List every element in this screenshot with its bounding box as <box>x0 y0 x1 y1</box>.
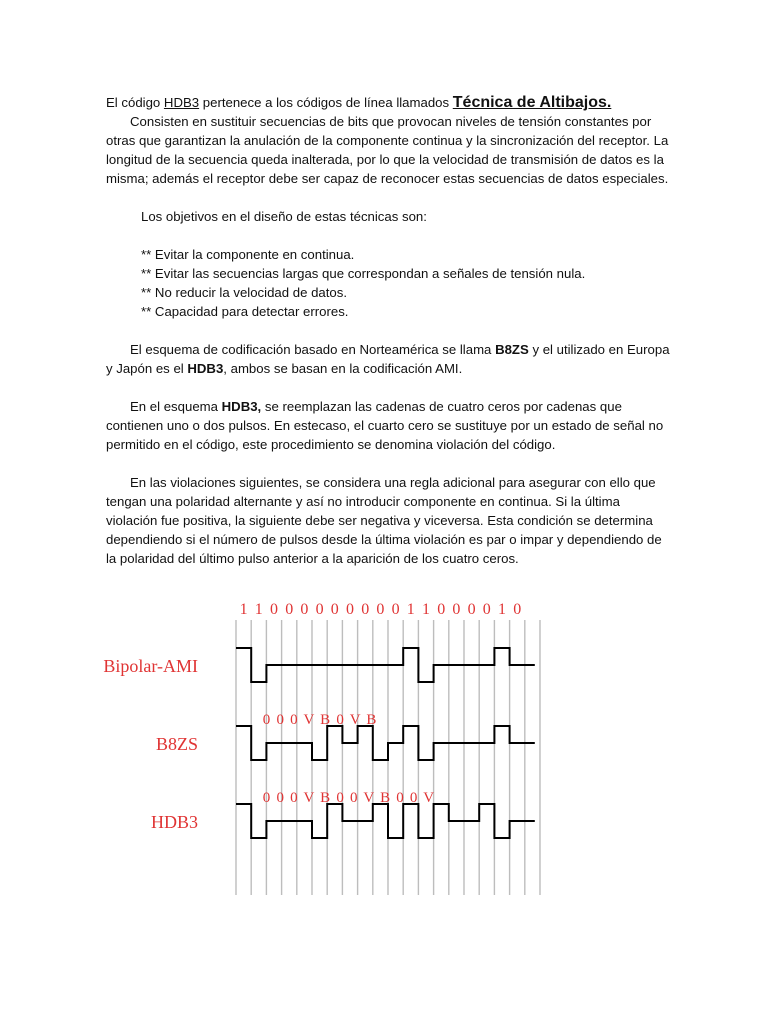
bit-label: 0 <box>513 601 522 618</box>
violation-annotation: 0 0 0 V B 0 0 V B 0 0 V <box>262 790 436 806</box>
bit-label: 1 <box>406 601 415 618</box>
bit-label: 0 <box>315 601 324 618</box>
bit-label: 1 <box>498 601 506 618</box>
p3-text: se reemplazan las cadenas de cuatro ceros por cadenas que contienen uno o dos pulsos. En estecaso, el cuarto cero se sustituye por un estado de señal no permitido en el código, este procedimiento se denomina violación del código. <box>106 399 664 452</box>
p3-hdb3: HDB3, <box>221 399 262 414</box>
intro-prefix: El código <box>106 95 164 110</box>
bit-label: 1 <box>422 601 430 618</box>
bit-label: 0 <box>437 601 446 618</box>
signal-waveform <box>236 648 535 682</box>
bit-label: 0 <box>467 601 476 618</box>
p2-b8zs: B8ZS <box>495 342 529 357</box>
objectives-heading: Los objetivos en el diseño de estas técnicas son: <box>141 209 427 224</box>
objective-item: ** Evitar la componente en continua. <box>141 247 355 262</box>
signal-label: HDB3 <box>150 812 198 832</box>
p2-hdb3: HDB3 <box>187 361 224 376</box>
bit-label: 0 <box>482 601 491 618</box>
bit-label: 0 <box>452 601 461 618</box>
bit-label: 0 <box>391 601 400 618</box>
signal-waveform <box>236 726 535 760</box>
bit-label: 1 <box>254 601 263 618</box>
bit-label: 1 <box>239 601 248 618</box>
p2-text: El esquema de codificación basado en Norteamérica se llama <box>130 342 496 357</box>
bit-label: 0 <box>330 601 339 618</box>
bit-label: 0 <box>300 601 309 618</box>
paragraph-4: En las violaciones siguientes, se considera una regla adicional para asegurar con ello que tengan una polaridad alternante y así no introducir componente en continua. Si la última violación fue positiva, la siguiente debe ser negativa y viceversa. Esta condición se determina dependiendo si el número de pulsos desde la última violación es par o impar y dependiendo de la polaridad del último pulso anterior a la aparición de los cuatro ceros. <box>106 475 662 566</box>
objective-item: ** Evitar las secuencias largas que correspondan a señales de tensión nula. <box>141 266 586 281</box>
violation-annotation: 0 0 0 V B 0 V B <box>262 712 378 728</box>
p2-text: , ambos se basan en la codificación AMI. <box>223 361 463 376</box>
signal-waveform <box>236 804 535 838</box>
p3-text: En el esquema <box>130 399 222 414</box>
bit-label: 0 <box>346 601 354 618</box>
bit-label: 0 <box>270 601 278 618</box>
paragraph-1: Consisten en sustituir secuencias de bits que provocan niveles de tensión constantes por otras que garantizan la anulación de la componente continua y la sincronización del receptor. La longitud de la secuencia queda inalterada, por lo que la velocidad de transmisión de datos es la misma; además el receptor debe ser capaz de reconocer estas secuencias de datos especiales. <box>106 114 669 186</box>
section-title: Técnica de Altibajos. <box>452 94 612 111</box>
bit-label: 0 <box>376 601 385 618</box>
intro-middle: pertenece a los códigos de línea llamados <box>199 95 453 110</box>
intro-code: HDB3 <box>163 95 200 110</box>
objective-item: ** Capacidad para detectar errores. <box>141 304 349 319</box>
signal-label: B8ZS <box>155 734 198 754</box>
p2-text: y el utilizado en Europa y Japón es el <box>106 342 670 376</box>
objective-item: ** No reducir la velocidad de datos. <box>141 285 347 300</box>
bit-label: 0 <box>285 601 294 618</box>
bit-label: 0 <box>361 601 370 618</box>
signal-label: Bipolar-AMI <box>103 656 198 676</box>
